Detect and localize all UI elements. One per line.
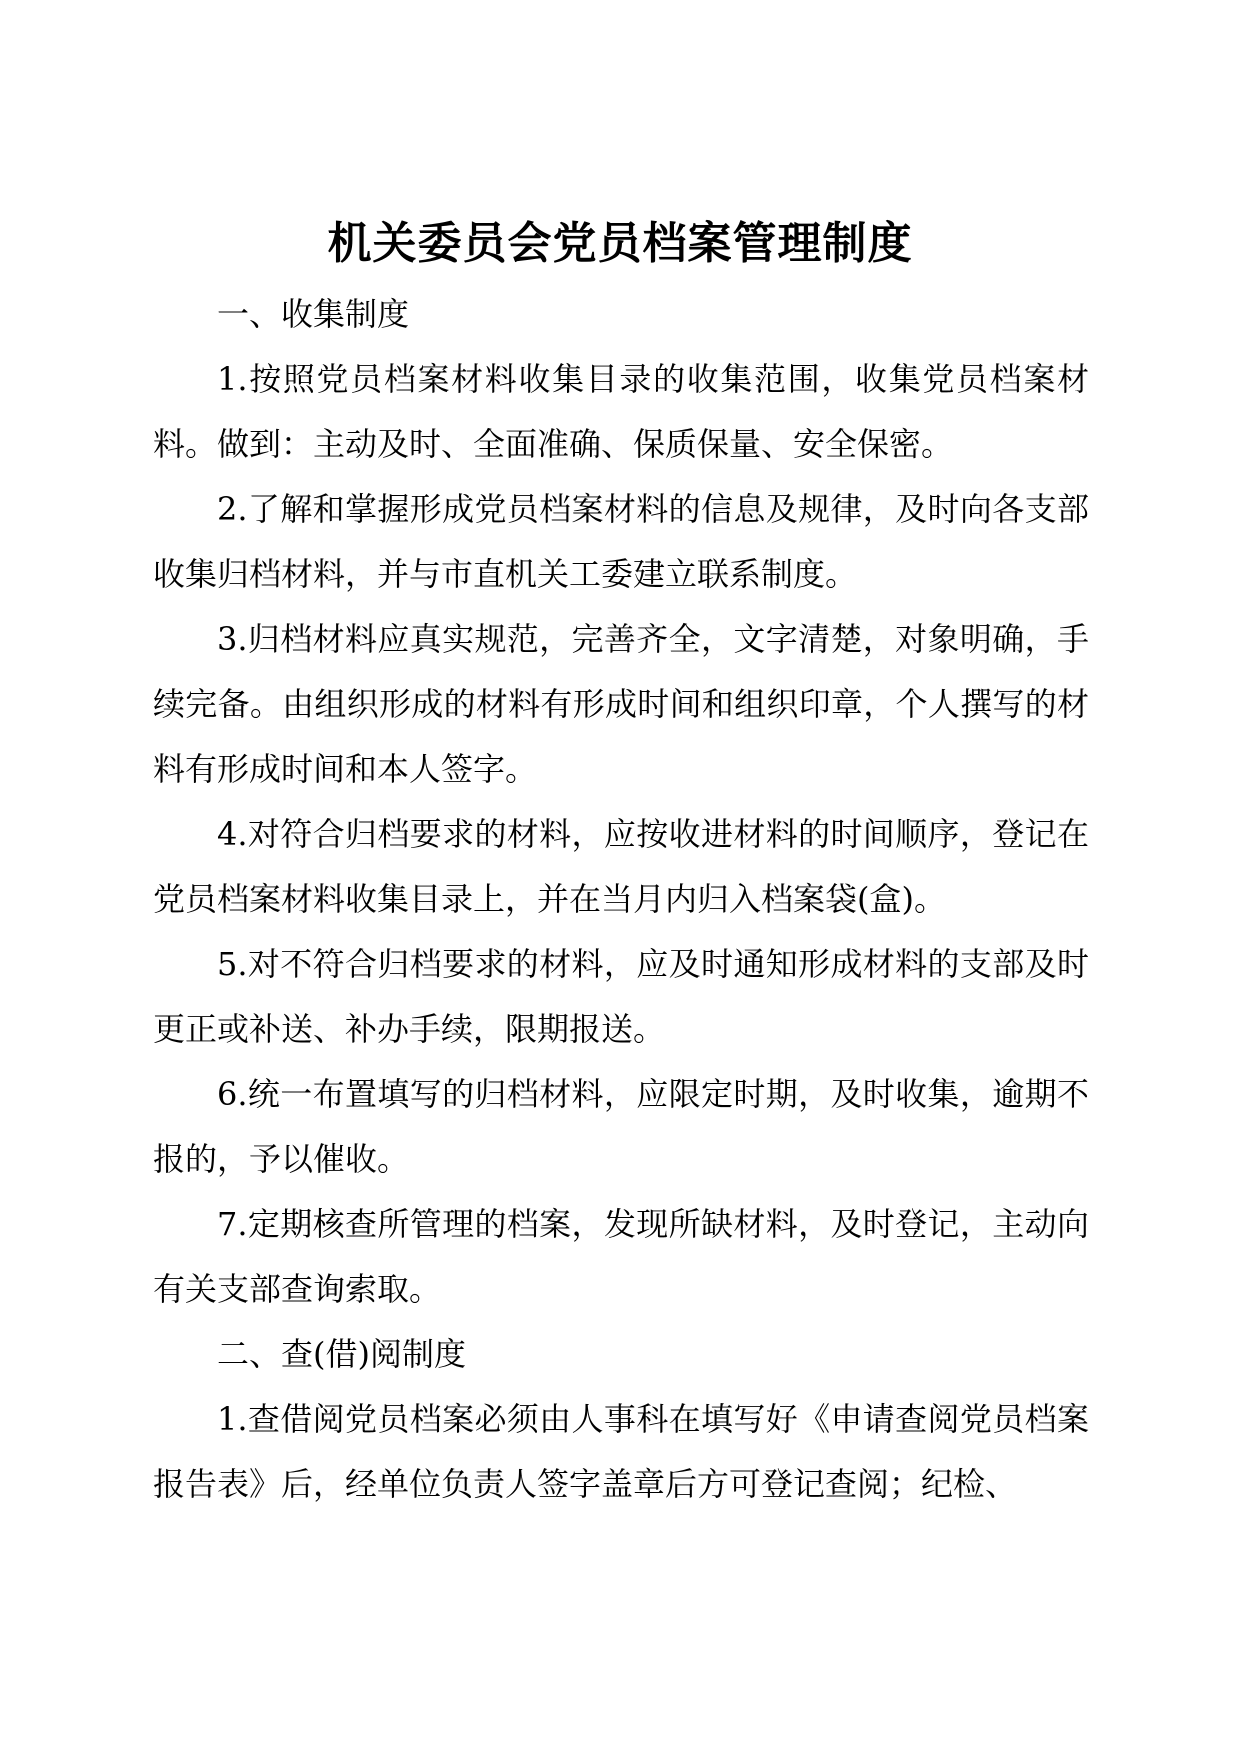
document-body (153, 282, 1089, 1517)
collection-item-6: 6.统一布置填写的归档材料，应限定时期，及时收集，逾期不报的，予以催收。 (153, 1075, 1089, 1178)
collection-item-2: 2.了解和掌握形成党员档案材料的信息及规律，及时向各支部收集归档材料，并与市直机关工委建立联系制度。 (153, 490, 1089, 593)
document-title: 机关委员会党员档案管理制度 (327, 218, 913, 269)
collection-item-7: 7.定期核查所管理的档案，发现所缺材料，及时登记，主动向有关支部查询索取。 (153, 1205, 1089, 1308)
collection-item-3: 3.归档材料应真实规范，完善齐全，文字清楚，对象明确，手续完备。由组织形成的材料有形成时间和组织印章，个人撰写的材料有形成时间和本人签字。 (153, 620, 1089, 788)
section-heading-collection: 一、收集制度 (217, 295, 410, 333)
access-item-1: 1.查借阅党员档案必须由人事科在填写好《申请查阅党员档案报告表》后，经单位负责人签字盖章后方可登记查阅；纪检、 (153, 1400, 1089, 1503)
collection-item-5: 5.对不符合归档要求的材料，应及时通知形成材料的支部及时更正或补送、补办手续，限期报送。 (153, 945, 1089, 1048)
section-heading-access: 二、查(借)阅制度 (217, 1335, 466, 1373)
collection-item-4: 4.对符合归档要求的材料，应按收进材料的时间顺序，登记在党员档案材料收集目录上，并在当月内归入档案袋(盒)。 (153, 815, 1089, 918)
collection-item-1: 1.按照党员档案材料收集目录的收集范围，收集党员档案材料。做到：主动及时、全面准确、保质保量、安全保密。 (153, 360, 1089, 463)
